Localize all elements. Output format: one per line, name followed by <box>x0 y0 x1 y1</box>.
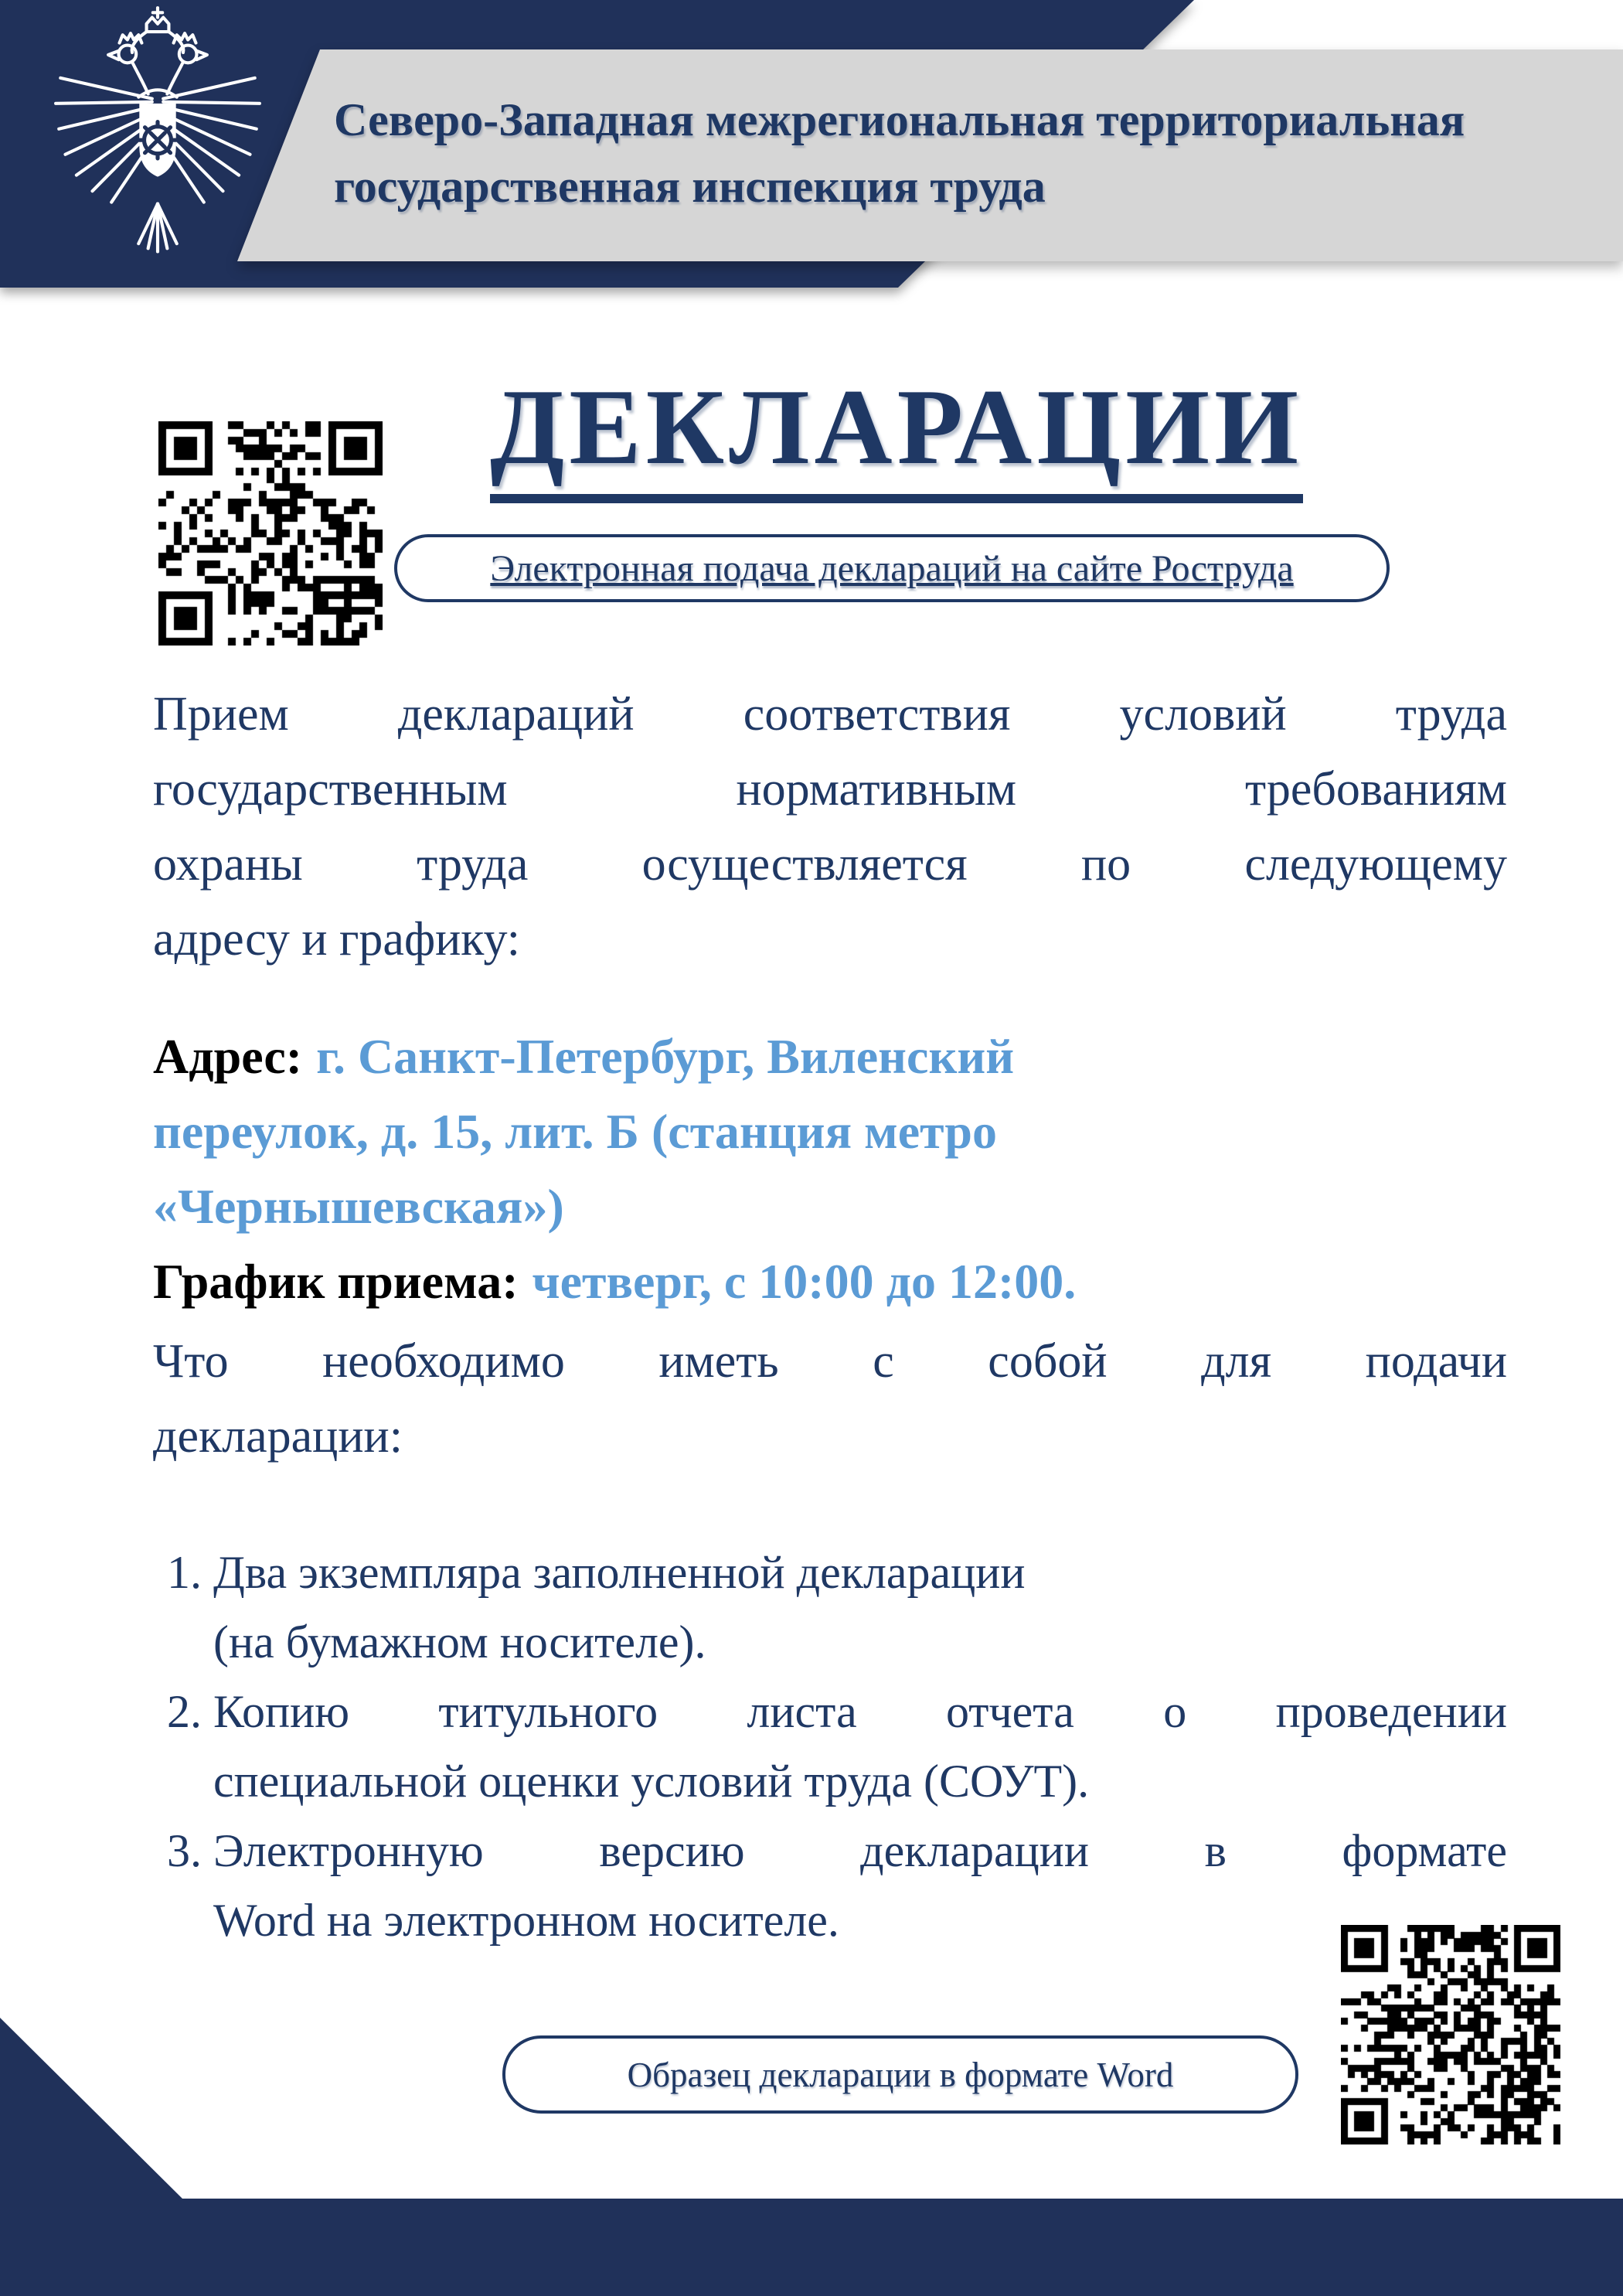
address-label: Адрес: <box>153 1029 303 1084</box>
org-name-line2: государственная инспекция труда <box>334 161 1046 212</box>
word-sample-link-pill[interactable] <box>502 2035 1298 2114</box>
page-title-wrap <box>371 367 1422 503</box>
qr-code-word-sample <box>1341 1925 1560 2144</box>
list-item-2 <box>153 1677 1507 1746</box>
intro-line: охраны труда осуществляется по следующему <box>153 838 1507 891</box>
requirements-intro-line1: Что необходимо иметь с собой для подачи <box>153 1335 1507 1388</box>
word-sample-link-label: Образец декларации в формате Word <box>627 2055 1174 2094</box>
list-item-2-line2: специальной оценки условий труда (СОУТ). <box>213 1756 1090 1807</box>
bottom-left-wedge <box>0 2018 184 2200</box>
rostrud-eagle-emblem-icon <box>37 3 278 266</box>
list-item-1-line1: Два экземпляра заполненной декларации <box>213 1547 1026 1598</box>
intro-line: государственным нормативным требованиям <box>153 763 1507 816</box>
address-line2: переулок, д. 15, лит. Б (станция метро <box>153 1104 997 1159</box>
list-item-3 <box>153 1816 1507 1886</box>
page-title: ДЕКЛАРАЦИИ <box>490 373 1303 503</box>
list-item-1 <box>153 1538 1507 1607</box>
list-item-3-line1: Электронную версию декларации в формате <box>213 1825 1507 1876</box>
schedule-label: График приема: <box>153 1254 519 1309</box>
address-line3: «Чернышевская») <box>153 1179 564 1234</box>
electronic-submission-link-label: Электронная подача деклараций на сайте Роструда <box>490 547 1294 589</box>
list-item-3-line2: Word на электронном носителе. <box>213 1895 839 1946</box>
intro-paragraph <box>153 677 1507 977</box>
qr-code-declarations-site <box>158 421 383 646</box>
intro-line: адресу и графику: <box>153 913 520 966</box>
list-item-1-line2: (на бумажном носителе). <box>213 1616 706 1667</box>
address-block <box>153 1019 1507 1319</box>
address-line <box>153 1019 1507 1094</box>
schedule-line <box>153 1244 1507 1319</box>
address-value: г. Санкт-Петербург, Виленский <box>316 1029 1015 1084</box>
requirements-intro <box>153 1324 1507 1474</box>
list-item-2-line1: Копию титульного листа отчета о проведении <box>213 1686 1507 1737</box>
list-item-2-number: 2. <box>167 1686 202 1737</box>
requirements-intro-line2: декларации: <box>153 1410 403 1463</box>
list-item-3-number: 3. <box>167 1825 202 1876</box>
bottom-navy-bar <box>0 2199 1623 2296</box>
requirements-list <box>153 1538 1507 1955</box>
intro-line: Прием деклараций соответствия условий труда <box>153 688 1507 741</box>
schedule-value: четверг, с 10:00 до 12:00. <box>532 1254 1077 1309</box>
org-name-line1: Северо-Западная межрегиональная территориальная <box>334 94 1465 145</box>
list-item-1-number: 1. <box>167 1547 202 1598</box>
electronic-submission-link-pill[interactable] <box>394 534 1390 602</box>
